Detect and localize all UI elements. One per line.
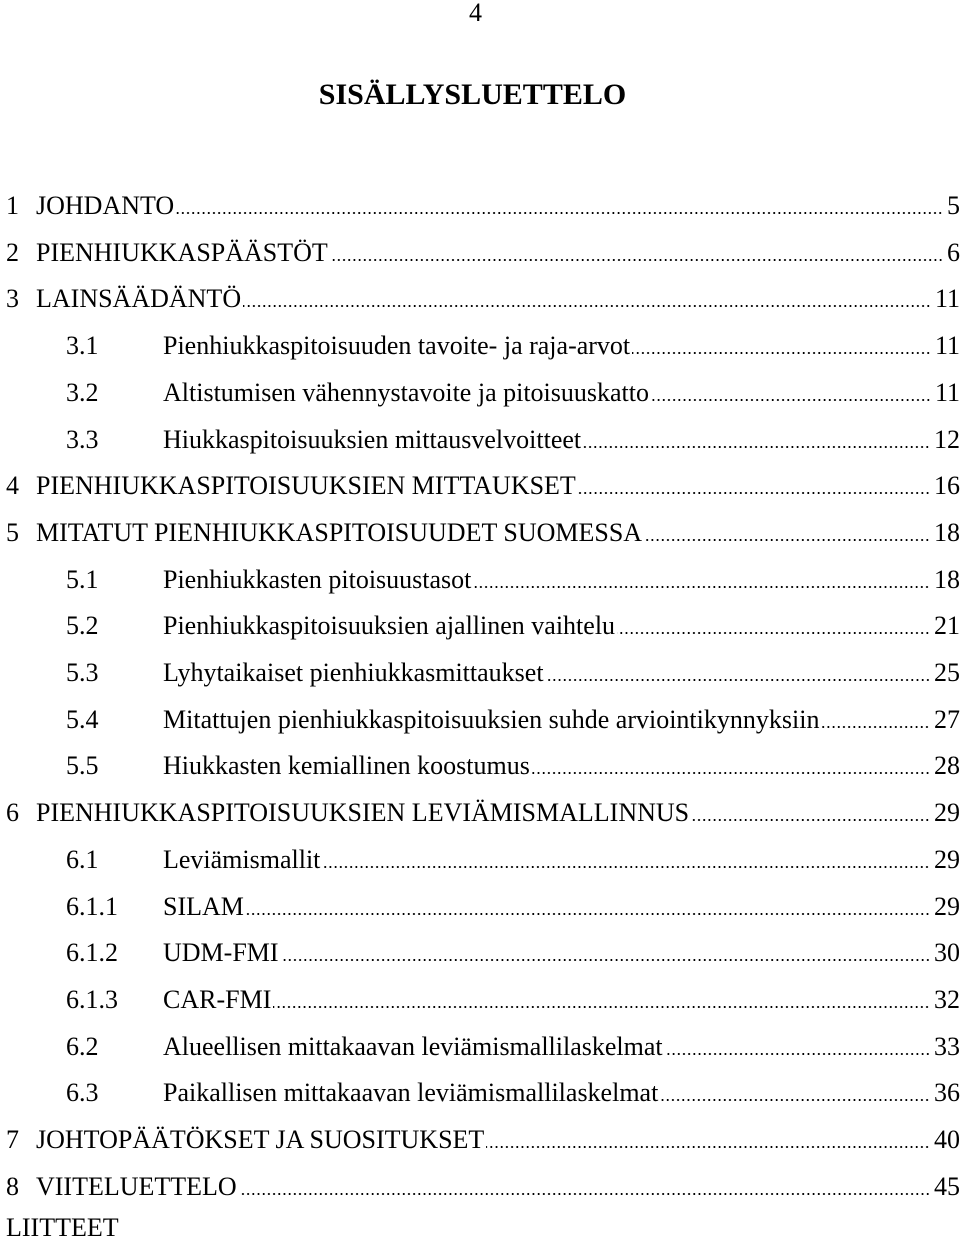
toc-dot-leader [239, 1193, 930, 1195]
toc-entry-body [163, 746, 960, 786]
toc-entry-page: 36 [934, 1078, 960, 1108]
toc-entry-page: 28 [934, 751, 960, 781]
toc-entry-number: 3 [6, 284, 19, 314]
toc-dot-leader [644, 539, 930, 541]
toc-entry-number: 7 [6, 1125, 19, 1154]
toc-entry-number: 5.1 [66, 564, 99, 594]
toc-entry-page: 25 [934, 658, 960, 687]
toc-entry[interactable] [0, 933, 960, 973]
toc-entry[interactable] [0, 233, 960, 273]
toc-entry[interactable] [0, 700, 960, 740]
toc-dot-leader [473, 586, 930, 588]
toc-entry-number: 6 [6, 798, 19, 828]
toc-entry-body [36, 793, 960, 833]
toc-entry-page: 16 [934, 471, 960, 501]
toc-entry[interactable] [0, 840, 960, 880]
toc-entry[interactable] [0, 887, 960, 927]
toc-entry-number: 8 [6, 1171, 19, 1201]
toc-entry-body [36, 233, 960, 273]
toc-entry-page: 45 [934, 1171, 960, 1201]
appendix-heading: LIITTEET [6, 1213, 119, 1242]
toc-entry[interactable] [0, 606, 960, 646]
toc-entry-title: JOHTOPÄÄTÖKSET JA SUOSITUKSET [36, 1125, 485, 1154]
toc-entry-body [163, 700, 960, 740]
toc-entry-page: 30 [934, 938, 960, 968]
toc-entry-title: Paikallisen mittakaavan leviämismallilaskelmat [163, 1078, 659, 1108]
toc-entry-page: 5 [947, 191, 960, 220]
toc-entry[interactable] [0, 560, 960, 600]
toc-entry-body [36, 1167, 960, 1207]
toc-entry-page: 29 [934, 798, 960, 828]
toc-entry-page: 40 [934, 1125, 960, 1154]
toc-entry[interactable] [0, 980, 960, 1020]
toc-entry[interactable] [0, 279, 960, 319]
toc-entry[interactable] [0, 186, 960, 226]
toc-entry-title: MITATUT PIENHIUKKASPITOISUUDET SUOMESSA [36, 517, 643, 547]
toc-entry-body [163, 606, 960, 646]
toc-entry-title: UDM-FMI [163, 938, 279, 968]
toc-entry[interactable] [0, 653, 960, 693]
toc-entry-number: 6.1.2 [66, 938, 118, 968]
toc-dot-leader [617, 632, 930, 634]
toc-entry-body [163, 1073, 960, 1113]
toc-entry-body [163, 1027, 960, 1067]
toc-entry-title: Hiukkaspitoisuuksien mittausvelvoitteet [163, 424, 582, 454]
toc-entry-page: 29 [934, 844, 960, 874]
toc-entry-number: 6.1.3 [66, 984, 118, 1014]
toc-dot-leader [176, 212, 943, 214]
toc-dot-leader [632, 352, 931, 354]
toc-entry-body [163, 326, 960, 366]
toc-entry[interactable] [0, 420, 960, 460]
toc-entry-number: 5 [6, 517, 19, 547]
toc-entry-body [163, 653, 960, 693]
toc-entry[interactable] [0, 466, 960, 506]
toc-dot-leader [532, 772, 930, 774]
toc-dot-leader [821, 726, 930, 728]
toc-entry-title: PIENHIUKKASPITOISUUKSIEN LEVIÄMISMALLINNUS [36, 798, 690, 828]
toc-entry-number: 3.1 [66, 331, 99, 361]
toc-dot-leader [660, 1099, 930, 1101]
toc-entry-number: 3.3 [66, 424, 99, 454]
toc-dot-leader [546, 679, 930, 681]
toc-entry-number: 3.2 [66, 377, 99, 407]
toc-entry-number: 5.5 [66, 751, 99, 781]
toc-entry-page: 32 [934, 984, 960, 1014]
toc-entry-number: 5.4 [66, 704, 99, 734]
toc-entry-title: SILAM [163, 891, 244, 921]
toc-entry[interactable] [0, 326, 960, 366]
toc-entry[interactable] [0, 1167, 960, 1207]
toc-entry-page: 21 [934, 611, 960, 641]
toc-entry-number: 2 [6, 237, 19, 267]
toc-entry-body [163, 887, 960, 927]
toc-entry-page: 33 [934, 1031, 960, 1061]
toc-entry-number: 6.1.1 [66, 891, 118, 921]
toc-entry-title: Mitattujen pienhiukkaspitoisuuksien suhde arviointikynnyksiin [163, 704, 820, 734]
toc-entry-title: VIITELUETTELO [36, 1171, 237, 1201]
toc-entry[interactable] [0, 1120, 960, 1160]
toc-entry-title: Alueellisen mittakaavan leviämismallilaskelmat [163, 1031, 663, 1061]
toc-dot-leader [330, 259, 943, 261]
toc-entry-title: Pienhiukkaspitoisuuksien ajallinen vaihtelu [163, 611, 616, 641]
toc-entry-body [36, 513, 960, 553]
toc-entry-title: PIENHIUKKASPÄÄSTÖT [36, 237, 328, 267]
toc-entry-title: Hiukkasten kemiallinen koostumus [163, 751, 530, 781]
toc-entry-page: 12 [934, 424, 960, 454]
toc-entry[interactable] [0, 373, 960, 413]
toc-entry-number: 5.2 [66, 611, 99, 641]
toc-entry-body [163, 560, 960, 600]
toc-entry-page: 27 [934, 704, 960, 734]
toc-entry[interactable] [0, 513, 960, 553]
toc-entry-number: 6.2 [66, 1031, 99, 1061]
toc-entry-title: CAR-FMI [163, 984, 272, 1014]
toc-entry-title: LAINSÄÄDÄNTÖ [36, 284, 242, 314]
toc-entry-body [163, 373, 960, 413]
page-number: 4 [469, 0, 482, 27]
toc-dot-leader [273, 1006, 930, 1008]
toc-entry-body [163, 420, 960, 460]
toc-entry-number: 1 [6, 191, 19, 220]
toc-entry-body [36, 279, 960, 319]
toc-entry-page: 6 [947, 237, 960, 267]
toc-entry-body [36, 466, 960, 506]
toc-entry-title: PIENHIUKKASPITOISUUKSIEN MITTAUKSET [36, 471, 576, 501]
toc-entry[interactable] [0, 746, 960, 786]
toc-entry-number: 5.3 [66, 658, 99, 687]
toc-entry-page: 18 [934, 564, 960, 594]
toc-entry-page: 11 [934, 331, 960, 361]
toc-entry[interactable] [0, 793, 960, 833]
toc-entry-page: 18 [934, 517, 960, 547]
toc-dot-leader [246, 913, 930, 915]
toc-entry-number: 6.1 [66, 844, 99, 874]
toc-entry-title: Pienhiukkaspitoisuuden tavoite- ja raja-arvot [163, 331, 631, 361]
toc-dot-leader [651, 399, 931, 401]
toc-dot-leader [322, 866, 930, 868]
toc-dot-leader [583, 446, 930, 448]
toc-dot-leader [665, 1053, 930, 1055]
toc-entry-title: JOHDANTO [36, 191, 175, 220]
toc-entry-page: 29 [934, 891, 960, 921]
toc-entry-title: Altistumisen vähennystavoite ja pitoisuuskatto [163, 377, 650, 407]
toc-entry-title: Leviämismallit [163, 844, 321, 874]
toc-dot-leader [281, 959, 930, 961]
toc-entry-page: 11 [934, 377, 960, 407]
toc-entry[interactable] [0, 1073, 960, 1113]
toc-entry-body [163, 980, 960, 1020]
toc-entry-number: 6.3 [66, 1078, 99, 1108]
toc-entry-title: Lyhytaikaiset pienhiukkasmittaukset [163, 658, 544, 687]
toc-entry-title: Pienhiukkasten pitoisuustasot [163, 564, 472, 594]
document-title: SISÄLLYSLUETTELO [318, 78, 627, 111]
toc-entry-body [36, 1120, 960, 1160]
toc-dot-leader [691, 819, 930, 821]
toc-entry-number: 4 [6, 471, 19, 501]
toc-entry-body [36, 186, 960, 226]
toc-entry[interactable] [0, 1027, 960, 1067]
toc-dot-leader [243, 305, 931, 307]
toc-entry-body [163, 933, 960, 973]
toc-dot-leader [578, 492, 930, 494]
toc-dot-leader [486, 1146, 930, 1148]
toc-entry-page: 11 [934, 284, 960, 314]
toc-entry-body [163, 840, 960, 880]
